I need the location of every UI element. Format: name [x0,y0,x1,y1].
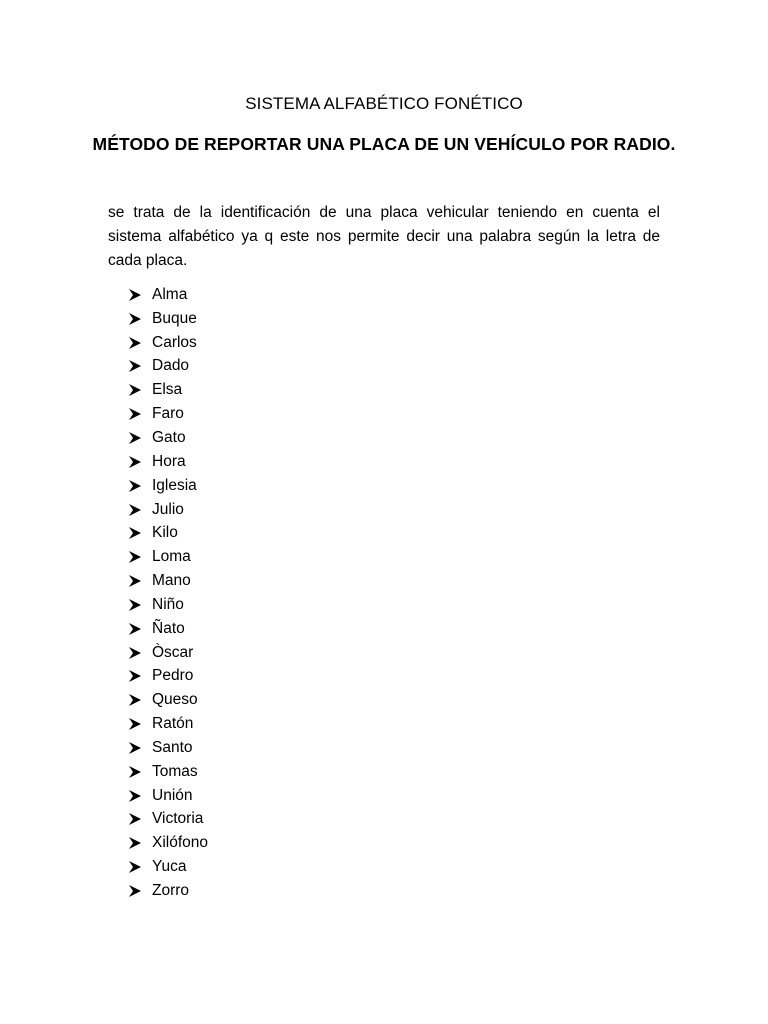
list-item-word: Pedro [152,667,194,685]
list-item [128,593,208,617]
list-item [128,521,208,545]
phonetic-word-list [128,283,208,903]
arrowhead-bullet-icon [128,716,152,732]
list-item-word: Santo [152,738,193,756]
list-item-word: Carlos [152,333,197,351]
arrowhead-bullet-icon [128,502,152,518]
list-item [128,712,208,736]
list-item-word: Kilo [152,524,178,542]
arrowhead-bullet-icon [128,645,152,661]
list-item-word: Niño [152,595,184,613]
arrowhead-bullet-icon [128,478,152,494]
list-item [128,855,208,879]
arrowhead-bullet-icon [128,311,152,327]
arrowhead-bullet-icon [128,525,152,541]
document-subtitle: MÉTODO DE REPORTAR UNA PLACA DE UN VEHÍCULO POR RADIO. [92,134,676,154]
arrowhead-bullet-icon [128,621,152,637]
list-item [128,307,208,331]
list-item-word: Unión [152,786,193,804]
list-item-word: Queso [152,691,198,709]
list-item [128,569,208,593]
list-item [128,545,208,569]
list-item [128,760,208,784]
list-item-word: Òscar [152,643,194,661]
list-item [128,879,208,903]
list-item [128,617,208,641]
arrowhead-bullet-icon [128,835,152,851]
arrowhead-bullet-icon [128,692,152,708]
arrowhead-bullet-icon [128,740,152,756]
arrowhead-bullet-icon [128,764,152,780]
arrowhead-bullet-icon [128,358,152,374]
arrowhead-bullet-icon [128,454,152,470]
list-item-word: Dado [152,357,190,375]
list-item [128,688,208,712]
arrowhead-bullet-icon [128,335,152,351]
list-item [128,283,208,307]
arrowhead-bullet-icon [128,430,152,446]
list-item-word: Tomas [152,762,198,780]
list-item [128,402,208,426]
list-item-word: Victoria [152,810,204,828]
intro-paragraph: se trata de la identificación de una placa vehicular teniendo en cuenta el sistema alfabético ya q este nos permite decir una palabra según la letra de cada placa. [108,204,660,269]
list-item-word: Faro [152,405,184,423]
list-item [128,736,208,760]
list-item [128,641,208,665]
arrowhead-bullet-icon [128,597,152,613]
arrowhead-bullet-icon [128,406,152,422]
list-item-word: Alma [152,285,188,303]
arrowhead-bullet-icon [128,883,152,899]
list-item [128,665,208,689]
arrowhead-bullet-icon [128,811,152,827]
list-item [128,331,208,355]
list-item-word: Hora [152,452,186,470]
list-item-word: Ratón [152,715,194,733]
list-item-word: Mano [152,572,191,590]
list-item [128,808,208,832]
list-item-word: Zorro [152,882,190,900]
arrowhead-bullet-icon [128,382,152,398]
list-item [128,450,208,474]
list-item [128,498,208,522]
document-title: SISTEMA ALFABÉTICO FONÉTICO [245,94,523,113]
list-item-word: Xilófono [152,834,209,852]
list-item-word: Gato [152,428,186,446]
list-item-word: Iglesia [152,476,197,494]
arrowhead-bullet-icon [128,287,152,303]
list-item-word: Elsa [152,381,183,399]
list-item-word: Julio [152,500,184,518]
arrowhead-bullet-icon [128,859,152,875]
list-item-word: Loma [152,548,191,566]
arrowhead-bullet-icon [128,573,152,589]
list-item [128,355,208,379]
list-item [128,426,208,450]
list-item-word: Ñato [152,619,185,637]
list-item [128,378,208,402]
arrowhead-bullet-icon [128,668,152,684]
arrowhead-bullet-icon [128,788,152,804]
list-item-word: Buque [152,309,197,327]
list-item [128,784,208,808]
list-item [128,474,208,498]
list-item-word: Yuca [152,858,187,876]
list-item [128,831,208,855]
arrowhead-bullet-icon [128,549,152,565]
